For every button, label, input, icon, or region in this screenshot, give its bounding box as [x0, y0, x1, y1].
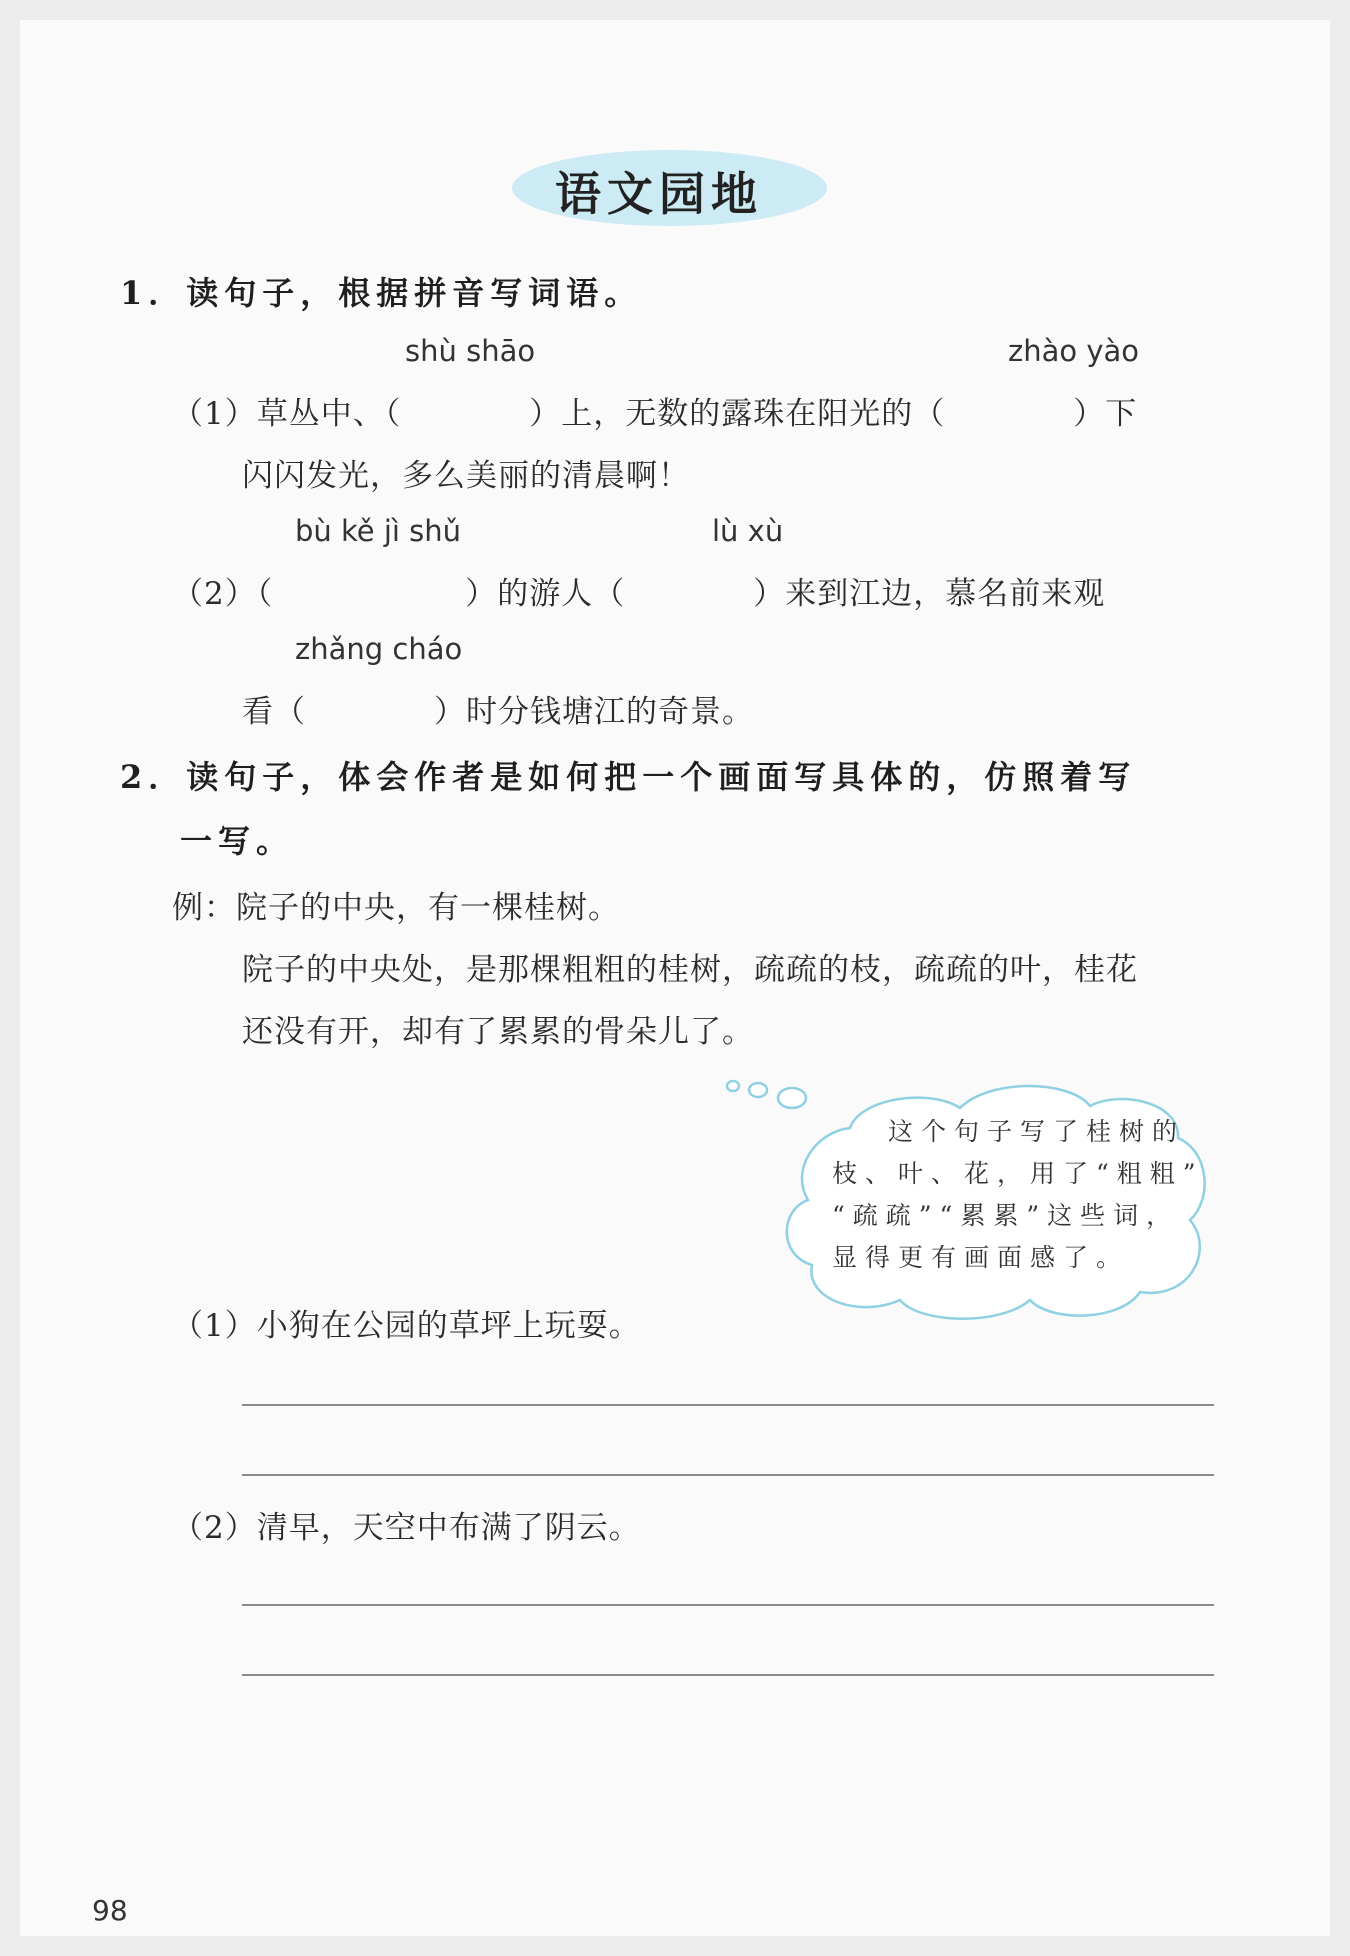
- example-expanded-line-2: 还没有开，却有了累累的骨朵儿了。: [242, 1014, 754, 1050]
- cloud-text-line-3: “疏疏”“累累”这些词，: [832, 1201, 1180, 1230]
- sentence-2-line-2: 看（ ）时分钱塘江的奇景。: [242, 694, 754, 730]
- question-2-heading-line-1: 2．读句子，体会作者是如何把一个画面写具体的，仿照着写: [120, 758, 1137, 796]
- question-1-heading: 1．读句子，根据拼音写词语。: [120, 274, 643, 312]
- pinyin-lu-xu: lù xù: [712, 514, 784, 548]
- answer-line[interactable]: [242, 1674, 1214, 1676]
- thought-cloud-icon: [720, 1060, 1220, 1330]
- sentence-1-line-2: 闪闪发光，多么美丽的清晨啊！: [242, 458, 690, 494]
- item-2-prompt: （2）清早，天空中布满了阴云。: [172, 1510, 641, 1546]
- page-number: 98: [92, 1894, 128, 1927]
- pinyin-zhao-yao: zhào yào: [1008, 334, 1140, 368]
- example-sentence: 例：院子的中央，有一棵桂树。: [172, 890, 620, 926]
- example-expanded-line-1: 院子的中央处，是那棵粗粗的桂树，疏疏的枝，疏疏的叶，桂花: [242, 952, 1138, 988]
- item-1-prompt: （1）小狗在公园的草坪上玩耍。: [172, 1308, 641, 1344]
- sentence-1-line-1: （1）草丛中、（ ）上，无数的露珠在阳光的（ ）下: [172, 396, 1138, 432]
- question-2-heading-line-2: 一写。: [180, 822, 295, 860]
- answer-line[interactable]: [242, 1474, 1214, 1476]
- cloud-text-line-1: 这个句子写了桂树的: [888, 1117, 1186, 1146]
- cloud-text-line-4: 显得更有画面感了。: [832, 1243, 1130, 1272]
- pinyin-zhang-chao: zhǎng cháo: [295, 632, 463, 666]
- answer-line[interactable]: [242, 1604, 1214, 1606]
- answer-line[interactable]: [242, 1404, 1214, 1406]
- pinyin-shu-shao: shù shāo: [405, 334, 536, 368]
- pinyin-bu-ke-ji-shu: bù kě jì shǔ: [295, 514, 462, 548]
- sentence-2-line-1: （2）（ ）的游人（ ）来到江边，慕名前来观: [172, 576, 1106, 612]
- cloud-text-line-2: 枝、叶、花，用了“粗粗”: [832, 1159, 1204, 1188]
- page-title: 语文园地: [555, 167, 763, 221]
